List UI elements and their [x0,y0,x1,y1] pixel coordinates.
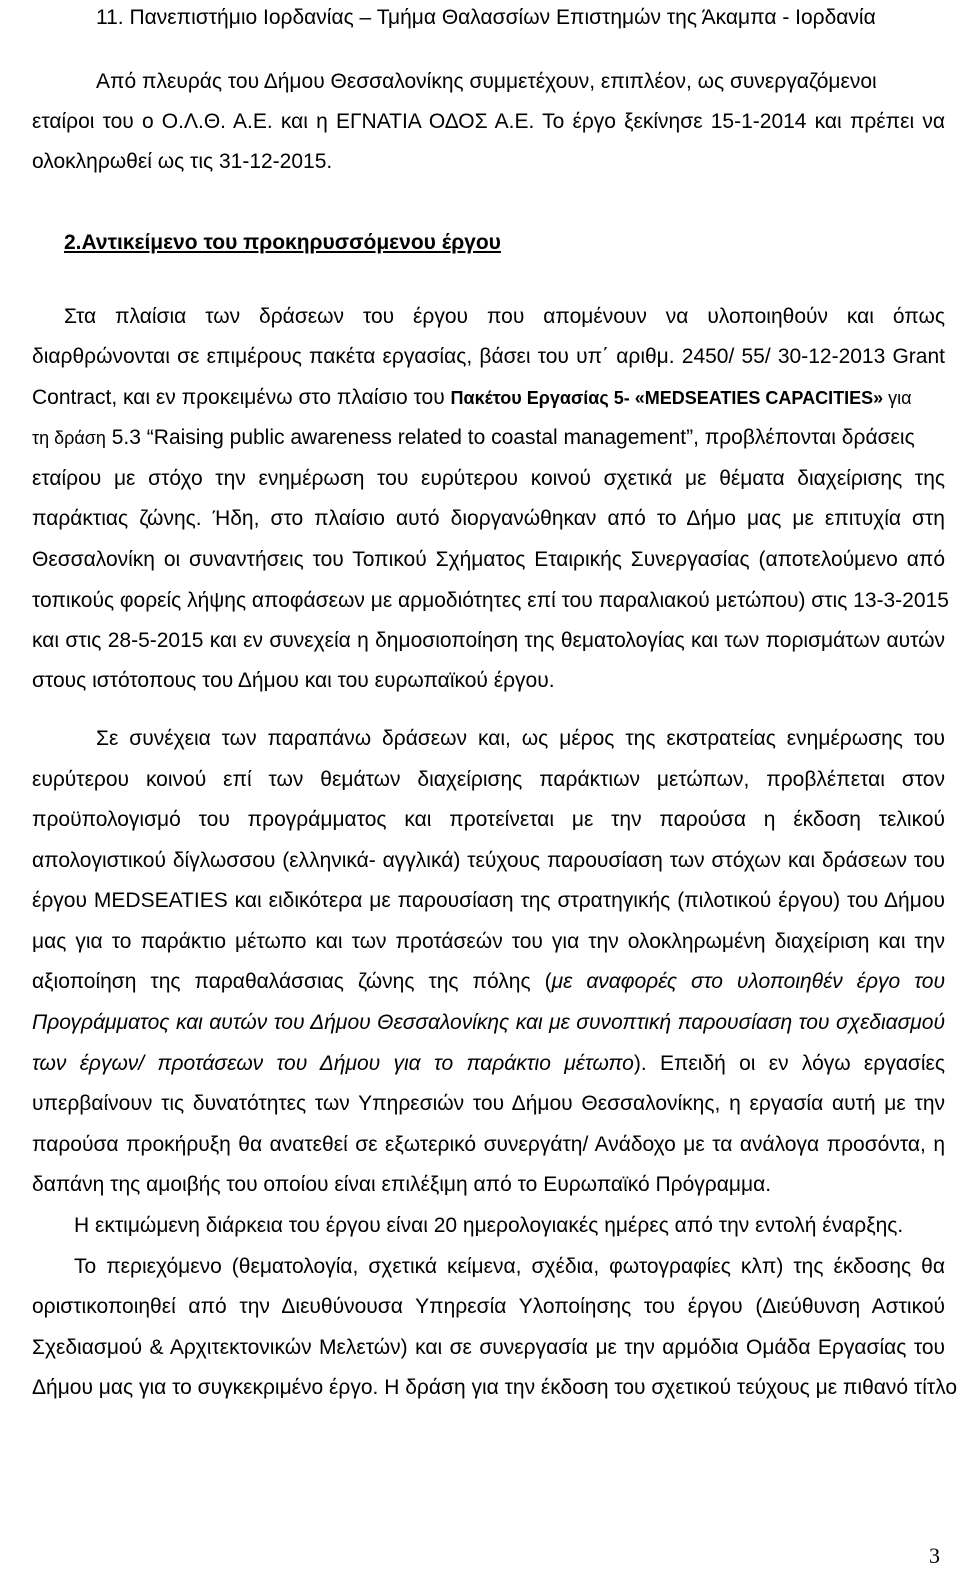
text-run: 5.3 “Raising public awareness related to coastal management”, προβλέπονται δράσεις [105,426,915,449]
text-line: Σχεδιασμού & Αρχιτεκτονικών Μελετών) και σε συνεργασία με την αρμόδια Ομάδα Εργασίας του [32,1336,945,1359]
text-run: ). Επειδή οι εν λόγω εργασίες [633,1052,945,1075]
work-package-title: Πακέτου Εργασίας 5- «MEDSEATIES CAPACITIES» [450,388,884,408]
text-line [32,970,945,994]
text-line: οριστικοποιηθεί από την Διευθύνουσα Υπηρεσία Υλοποίησης του έργου (Διεύθυνση Αστικού [32,1295,945,1318]
text-line: και στις 28-5-2015 και εν συνεχεία η δημοσιοποίηση της θεματολογίας και των πορισμάτων αυτών [32,629,945,652]
text-line: υπερβαίνουν τις δυνατότητες των Υπηρεσιών του Δήμου Θεσσαλονίκης, η εργασία αυτή με την [32,1092,945,1115]
text-line: διαρθρώνονται σε επιμέρους πακέτα εργασίας, βάσει του υπ΄ αριθμ. 2450/ 55/ 30-12-2013 Grant [32,345,945,368]
text-run: Contract, και εν προκειμένω στο πλαίσιο του [32,386,451,409]
text-line [32,386,912,410]
text-line: ολοκληρωθεί ως τις 31-12-2015. [32,150,333,173]
section-heading: 2.Αντικείμενο του προκηρυσσόμενου έργου [64,231,501,254]
list-item-11: 11. Πανεπιστήμιο Ιορδανίας – Τμήμα Θαλασσίων Επιστημών της Άκαμπα - Ιορδανία [96,6,876,29]
text-line: Από πλευράς του Δήμου Θεσσαλονίκης συμμετέχουν, επιπλέον, ως συνεργαζόμενοι [96,70,877,93]
text-line: εταίρου με στόχο την ενημέρωση του ευρύτερου κοινού σχετικά με θέματα διαχείρισης της [32,467,945,490]
text-line: εταίροι του ο Ο.Λ.Θ. Α.Ε. και η ΕΓΝΑΤΙΑ ΟΔΟΣ Α.Ε. Το έργο ξεκίνησε 15-1-2014 και πρέπει να [32,110,945,133]
text-line: Δήμου μας για το συγκεκριμένο έργο. Η δράση για την έκδοση του σχετικού τεύχους με πιθανό τίτλο [32,1376,958,1399]
text-run: αξιοποίηση της παραθαλάσσιας ζώνης της πόλης ( [32,970,552,993]
text-line: απολογιστικού δίγλωσσου (ελληνικά- αγγλικά) τεύχους παρουσίαση των στόχων και δράσεων του [32,849,945,872]
text-line: προϋπολογισμό του προγράμματος και προτείνεται με την παρούσα η έκδοση τελικού [32,808,945,831]
text-line: Προγράμματος και αυτών του Δήμου Θεσσαλονίκης και με συνοπτική παρουσίαση του σχεδιασμού [32,1011,945,1034]
text-run: με αναφορές στο υλοποιηθέν έργο του [551,970,945,993]
page-number: 3 [929,1543,940,1568]
text-line: στους ιστότοπους του Δήμου και του ευρωπαϊκού έργου. [32,669,555,692]
text-run: τη δράση [32,428,106,448]
text-line: τοπικούς φορείς λήψης αποφάσεων με αρμοδιότητες επί του παραλιακού μετώπου) στις 13-3-2015 [32,589,949,612]
text-line: ευρύτερου κοινού επί των θεμάτων διαχείρισης παράκτιων μετώπων, προβλέπεται στον [32,768,945,791]
text-line: Το περιεχόμενο (θεματολογία, σχετικά κείμενα, σχέδια, φωτογραφίες κλπ) της έκδοσης θα [74,1255,945,1278]
text-line: έργου MEDSEATIES και ειδικότερα με παρουσίαση της στρατηγικής (πιλοτικού έργου) του Δήμου [32,889,945,912]
text-line: Σε συνέχεια των παραπάνω δράσεων και, ως μέρος της εκστρατείας ενημέρωσης του [96,727,945,750]
text-line: παρούσα προκήρυξη θα ανατεθεί σε εξωτερικό συνεργάτη/ Ανάδοχο με τα ανάλογα προσόντα, η [32,1133,945,1156]
text-line: μας για το παράκτιο μέτωπο και των προτάσεών του για την ολοκληρωμένη διαχείριση και την [32,930,945,953]
text-line: Στα πλαίσια των δράσεων του έργου που απομένουν να υλοποιηθούν και όπως [64,305,945,328]
text-line: παράκτιας ζώνης. Ήδη, στο πλαίσιο αυτό διοργανώθηκαν από το Δήμο μας με επιτυχία στη [32,507,945,530]
text-run: για [883,388,912,408]
text-run: των έργων/ προτάσεων του Δήμου για το παράκτιο μέτωπο [32,1052,634,1075]
text-line [32,1052,945,1076]
text-line [32,426,915,450]
text-line: δαπάνη της αμοιβής του οποίου είναι επιλέξιμη από το Ευρωπαϊκό Πρόγραμμα. [32,1173,772,1196]
text-line: Η εκτιμώμενη διάρκεια του έργου είναι 20 ημερολογιακές ημέρες από την εντολή έναρξης. [74,1214,904,1237]
text-line: Θεσσαλονίκη οι συναντήσεις του Τοπικού Σχήματος Εταιρικής Συνεργασίας (αποτελούμενο από [32,548,945,571]
